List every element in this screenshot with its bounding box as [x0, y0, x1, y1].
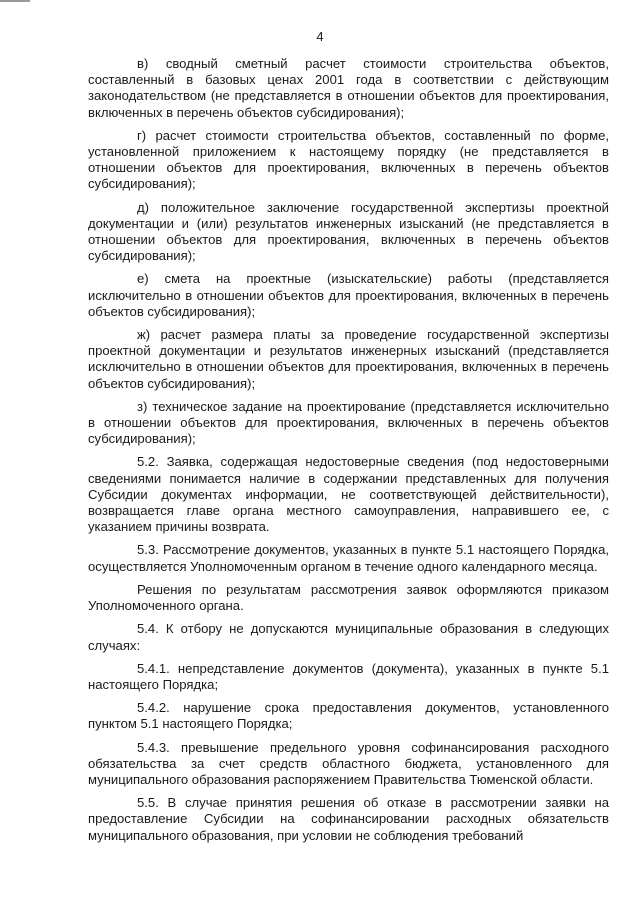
item-g-cost-calculation: г) расчет стоимости строительства объектов, составленный по форме, установленной приложением к настоящему порядку (не представляется в отношении объектов для проектирования, включенных в перечень объектов субсидирования);: [88, 127, 609, 192]
item-d-expert-conclusion: д) положительное заключение государственной экспертизы проектной документации и (или) результатов инженерных изысканий (не представляется в отношении объектов для проектирования, включенных в перечень объектов субсидирования);: [88, 199, 609, 264]
page-number: 4: [316, 29, 324, 44]
scan-edge-mark: [0, 0, 30, 2]
clause-5-3: 5.3. Рассмотрение документов, указанных в пункте 5.1 настоящего Порядка, осуществляется Уполномоченным органом в течение одного календарного месяца.: [88, 542, 609, 574]
clause-5-4: 5.4. К отбору не допускаются муниципальные образования в следующих случаях:: [88, 621, 609, 653]
item-v-summary-estimate: в) сводный сметный расчет стоимости строительства объектов, составленный в базовых ценах 2001 года в соответствии с действующим законодательством (не представляется в отношении объектов для проектирования, включенных в перечень объектов субсидирования);: [88, 56, 609, 120]
clause-5-2: 5.2. Заявка, содержащая недостоверные сведения (под недостоверными сведениями понимается наличие в содержании представленных для получения Субсидии документах информации, не соответствующей действительности), возвращается главе органа местного самоуправления, направившего ее, с указанием причины возврата.: [88, 454, 609, 535]
document-body: [88, 56, 609, 849]
item-zh-expertise-fee: ж) расчет размера платы за проведение государственной экспертизы проектной документации и результатов инженерных изысканий (представляется исключительно в отношении объектов для проектирования, включенных в перечень объектов субсидирования);: [88, 327, 609, 391]
item-z-technical-task: з) техническое задание на проектирование (представляется исключительно в отношении объектов для проектирования, включенных в перечень объектов субсидирования);: [88, 398, 609, 447]
clause-5-5: 5.5. В случае принятия решения об отказе в рассмотрении заявки на предоставление Субсидии на софинансировании расходных обязательств муниципального образования, при условии не соблюдения требований: [88, 795, 609, 843]
clause-5-4-1: 5.4.1. непредставление документов (документа), указанных в пункте 5.1 настоящего Порядка;: [88, 660, 609, 692]
item-e-design-estimate: е) смета на проектные (изыскательские) работы (представляется исключительно в отношении объектов для проектирования, включенных в перечень объектов субсидирования);: [88, 271, 609, 319]
clause-5-4-2: 5.4.2. нарушение срока предоставления документов, установленного пунктом 5.1 настоящего Порядка;: [88, 700, 609, 732]
decision-paragraph: Решения по результатам рассмотрения заявок оформляются приказом Уполномоченного органа.: [88, 581, 609, 614]
clause-5-4-3: 5.4.3. превышение предельного уровня софинансирования расходного обязательства за счет средств областного бюджета, установленного для муниципального образования распоряжением Правительства Тюменской области.: [88, 739, 609, 787]
